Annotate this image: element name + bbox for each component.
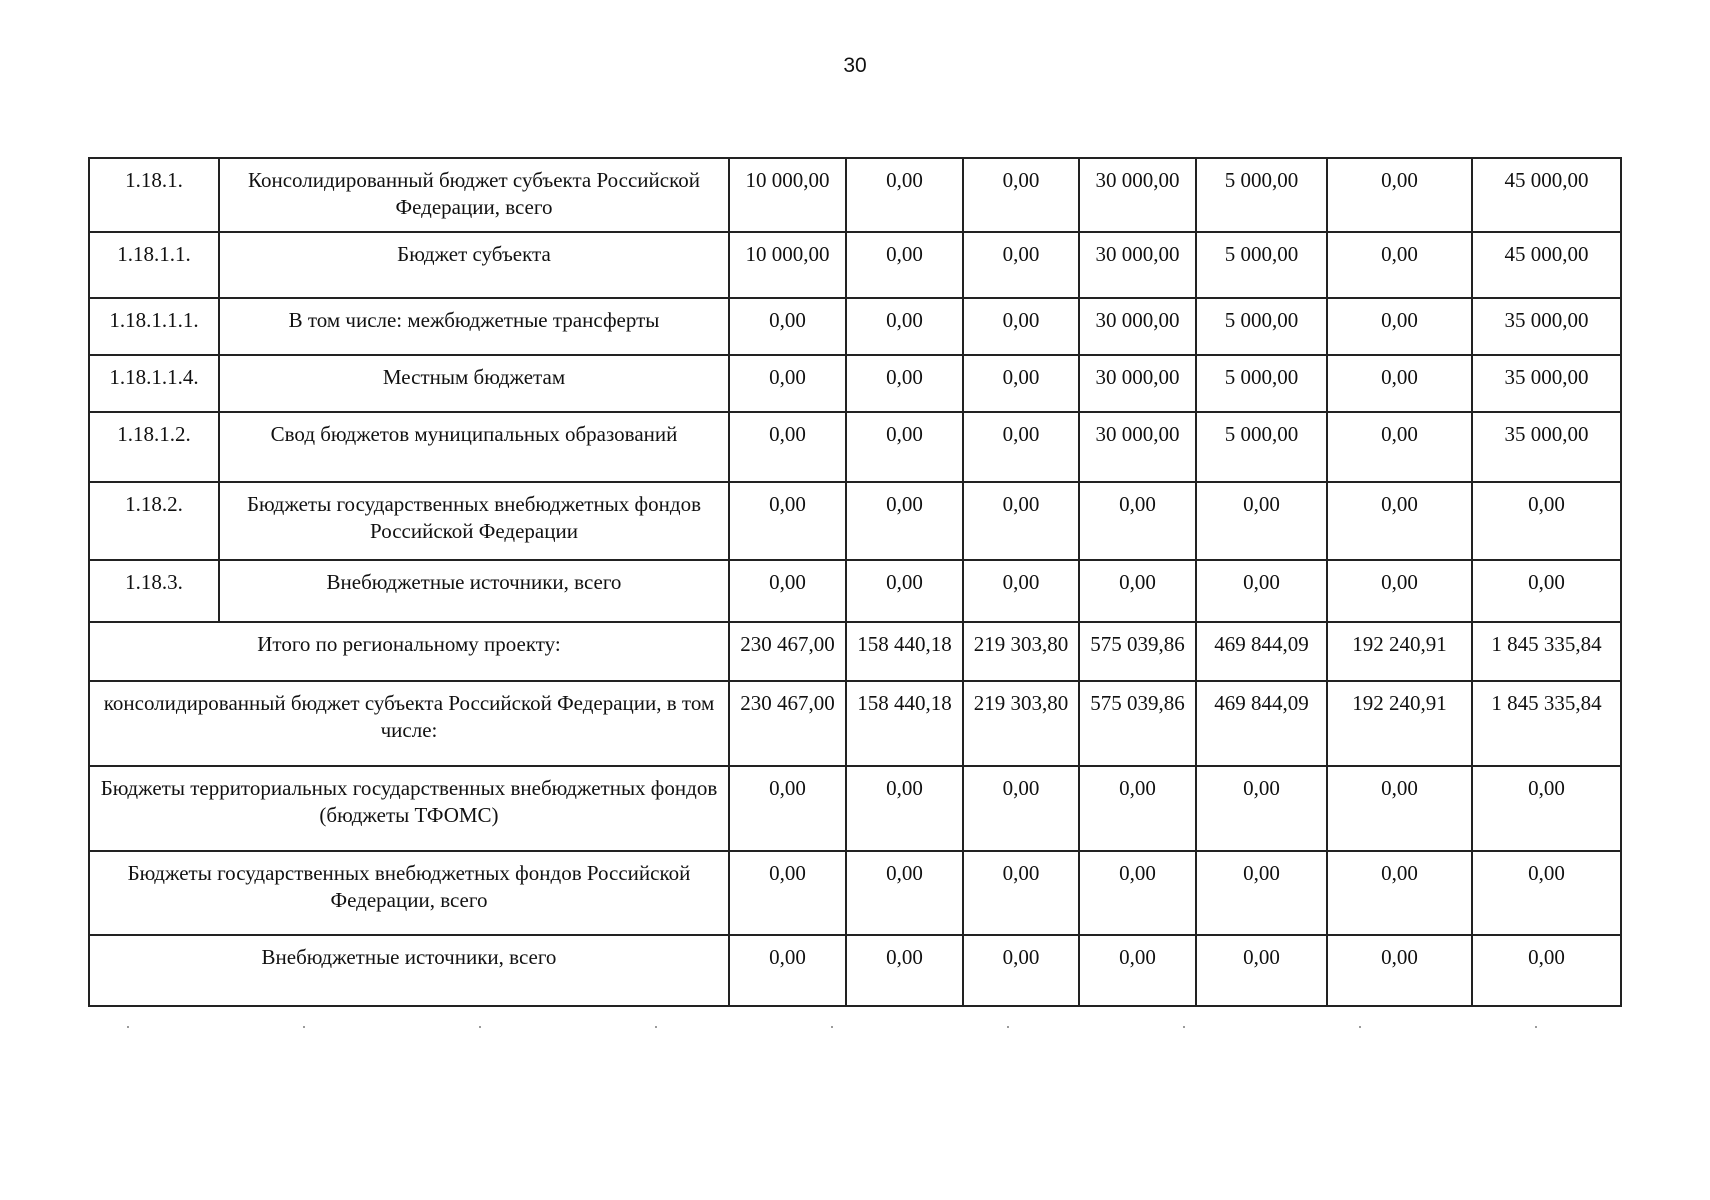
row-name: Местным бюджетам: [219, 355, 729, 412]
row-name: Консолидированный бюджет субъекта Российской Федерации, всего: [219, 158, 729, 232]
table-row: [89, 355, 1621, 412]
row-name: Бюджеты государственных внебюджетных фондов Российской Федерации: [219, 482, 729, 560]
value-cell: 575 039,86: [1079, 622, 1196, 681]
summary-row: [89, 766, 1621, 851]
value-cell: 192 240,91: [1327, 622, 1472, 681]
summary-row: [89, 681, 1621, 766]
value-cell: 0,00: [1327, 560, 1472, 622]
table-row: [89, 298, 1621, 355]
value-cell: 469 844,09: [1196, 681, 1327, 766]
value-cell: 0,00: [963, 355, 1079, 412]
value-cell: 469 844,09: [1196, 622, 1327, 681]
row-code: 1.18.1.1.: [89, 232, 219, 298]
value-cell: 0,00: [963, 851, 1079, 935]
summary-row: [89, 851, 1621, 935]
value-cell: 1 845 335,84: [1472, 622, 1621, 681]
table-row: [89, 482, 1621, 560]
value-cell: 35 000,00: [1472, 298, 1621, 355]
table-body: [89, 158, 1621, 1006]
value-cell: 0,00: [963, 298, 1079, 355]
value-cell: 0,00: [1327, 412, 1472, 482]
value-cell: 0,00: [729, 412, 846, 482]
value-cell: 0,00: [963, 158, 1079, 232]
row-code: 1.18.1.2.: [89, 412, 219, 482]
table-row: [89, 412, 1621, 482]
value-cell: 5 000,00: [1196, 298, 1327, 355]
value-cell: 0,00: [963, 232, 1079, 298]
value-cell: 0,00: [1327, 851, 1472, 935]
value-cell: 0,00: [1079, 935, 1196, 1006]
value-cell: 0,00: [1196, 560, 1327, 622]
value-cell: 0,00: [846, 158, 963, 232]
value-cell: 45 000,00: [1472, 158, 1621, 232]
summary-label: Внебюджетные источники, всего: [89, 935, 729, 1006]
value-cell: 0,00: [1196, 851, 1327, 935]
value-cell: 0,00: [1079, 560, 1196, 622]
value-cell: 0,00: [1079, 766, 1196, 851]
table-row: [89, 232, 1621, 298]
value-cell: 35 000,00: [1472, 355, 1621, 412]
value-cell: 35 000,00: [1472, 412, 1621, 482]
value-cell: 0,00: [1327, 482, 1472, 560]
value-cell: 0,00: [963, 412, 1079, 482]
value-cell: 575 039,86: [1079, 681, 1196, 766]
value-cell: 192 240,91: [1327, 681, 1472, 766]
value-cell: 230 467,00: [729, 681, 846, 766]
value-cell: 0,00: [1327, 158, 1472, 232]
value-cell: 0,00: [1472, 766, 1621, 851]
summary-label: Бюджеты государственных внебюджетных фондов Российской Федерации, всего: [89, 851, 729, 935]
value-cell: 0,00: [1472, 851, 1621, 935]
value-cell: 0,00: [963, 935, 1079, 1006]
value-cell: 0,00: [1472, 935, 1621, 1006]
value-cell: 0,00: [846, 766, 963, 851]
value-cell: 0,00: [846, 935, 963, 1006]
value-cell: 0,00: [846, 482, 963, 560]
value-cell: 0,00: [963, 766, 1079, 851]
summary-row: [89, 935, 1621, 1006]
value-cell: 45 000,00: [1472, 232, 1621, 298]
value-cell: 0,00: [963, 560, 1079, 622]
row-name: В том числе: межбюджетные трансферты: [219, 298, 729, 355]
value-cell: 0,00: [846, 412, 963, 482]
value-cell: 10 000,00: [729, 232, 846, 298]
value-cell: 0,00: [1327, 232, 1472, 298]
value-cell: 0,00: [846, 355, 963, 412]
summary-label: Итого по региональному проекту:: [89, 622, 729, 681]
value-cell: 0,00: [846, 298, 963, 355]
row-name: Внебюджетные источники, всего: [219, 560, 729, 622]
table-row: [89, 560, 1621, 622]
summary-label: Бюджеты территориальных государственных внебюджетных фондов (бюджеты ТФОМС): [89, 766, 729, 851]
row-code: 1.18.1.: [89, 158, 219, 232]
row-name: Свод бюджетов муниципальных образований: [219, 412, 729, 482]
value-cell: 0,00: [1079, 482, 1196, 560]
value-cell: 0,00: [1196, 482, 1327, 560]
value-cell: 0,00: [729, 355, 846, 412]
value-cell: 0,00: [1196, 766, 1327, 851]
value-cell: 158 440,18: [846, 681, 963, 766]
table-row: [89, 158, 1621, 232]
value-cell: 0,00: [1472, 560, 1621, 622]
value-cell: 0,00: [1327, 935, 1472, 1006]
summary-row: [89, 622, 1621, 681]
value-cell: 0,00: [1327, 298, 1472, 355]
row-code: 1.18.3.: [89, 560, 219, 622]
value-cell: 0,00: [729, 560, 846, 622]
value-cell: 30 000,00: [1079, 232, 1196, 298]
value-cell: 0,00: [729, 766, 846, 851]
value-cell: 0,00: [1327, 766, 1472, 851]
value-cell: 0,00: [963, 482, 1079, 560]
value-cell: 30 000,00: [1079, 158, 1196, 232]
value-cell: 0,00: [1472, 482, 1621, 560]
row-name: Бюджет субъекта: [219, 232, 729, 298]
summary-label: консолидированный бюджет субъекта Российской Федерации, в том числе:: [89, 681, 729, 766]
value-cell: 5 000,00: [1196, 232, 1327, 298]
page-number: 30: [843, 54, 867, 77]
value-cell: 5 000,00: [1196, 158, 1327, 232]
value-cell: 0,00: [846, 232, 963, 298]
value-cell: 10 000,00: [729, 158, 846, 232]
value-cell: 0,00: [729, 298, 846, 355]
value-cell: 0,00: [846, 560, 963, 622]
value-cell: 158 440,18: [846, 622, 963, 681]
value-cell: 0,00: [1079, 851, 1196, 935]
value-cell: 0,00: [729, 482, 846, 560]
value-cell: 0,00: [729, 851, 846, 935]
value-cell: 5 000,00: [1196, 412, 1327, 482]
value-cell: 30 000,00: [1079, 298, 1196, 355]
value-cell: 0,00: [1196, 935, 1327, 1006]
value-cell: 230 467,00: [729, 622, 846, 681]
row-code: 1.18.1.1.1.: [89, 298, 219, 355]
budget-table: [88, 157, 1622, 1007]
value-cell: 30 000,00: [1079, 355, 1196, 412]
value-cell: 0,00: [729, 935, 846, 1006]
value-cell: 0,00: [1327, 355, 1472, 412]
row-code: 1.18.1.1.4.: [89, 355, 219, 412]
value-cell: 1 845 335,84: [1472, 681, 1621, 766]
value-cell: 5 000,00: [1196, 355, 1327, 412]
value-cell: 219 303,80: [963, 622, 1079, 681]
row-code: 1.18.2.: [89, 482, 219, 560]
value-cell: 30 000,00: [1079, 412, 1196, 482]
value-cell: 0,00: [846, 851, 963, 935]
scan-artifact-dots: [40, 1026, 1670, 1028]
value-cell: 219 303,80: [963, 681, 1079, 766]
